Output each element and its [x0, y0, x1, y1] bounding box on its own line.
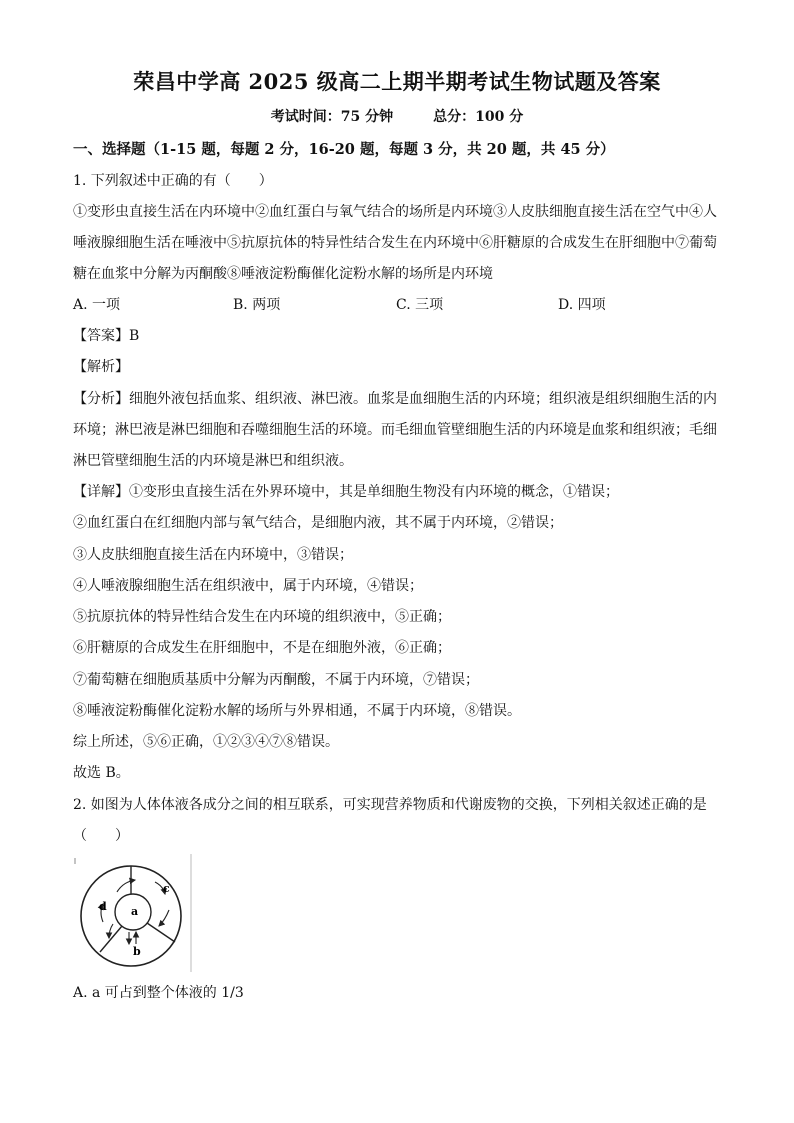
- detail-line: ⑧唾液淀粉酶催化淀粉水解的场所与外界相通，不属于内环境，⑧错误。: [73, 703, 521, 719]
- analysis-text: 淋巴管壁细胞生活的内环境是淋巴和组织液。: [73, 453, 353, 469]
- total-score: 总分：100 分: [433, 109, 524, 125]
- detail-line: ③人皮肤细胞直接生活在内环境中，③错误；: [73, 547, 353, 563]
- detail-line: 【详解】①变形虫直接生活在外界环境中，其是单细胞生物没有内环境的概念，①错误；: [73, 484, 619, 500]
- summary-line: 综上所述，⑤⑥正确，①②③④⑦⑧错误。: [73, 734, 339, 750]
- divider-line: [147, 923, 175, 942]
- q1-statements-line: 糖在血浆中分解为丙酮酸⑧唾液淀粉酶催化淀粉水解的场所是内环境: [73, 266, 493, 282]
- exam-info: [0, 106, 794, 126]
- choice-d: D. 四项: [558, 297, 606, 313]
- analysis-text: 环境；淋巴液是淋巴细胞和吞噬细胞生活的环境。而毛细血管壁细胞生活的内环境是血浆和组织液；毛细: [73, 422, 717, 438]
- body-fluid-diagram: [73, 852, 198, 974]
- exam-time: 考试时间：75 分钟: [270, 109, 394, 125]
- choice-a: A. 一项: [73, 297, 121, 313]
- analysis-label: 【解析】: [73, 359, 129, 375]
- q1-statements-line: ①变形虫直接生活在内环境中②血红蛋白与氧气结合的场所是内环境③人皮肤细胞直接生活在空气中④人: [73, 204, 717, 220]
- label-d: d: [99, 900, 107, 913]
- q1-statements-line: 唾液腺细胞生活在唾液中⑤抗原抗体的特异性结合发生在内环境中⑥肝糖原的合成发生在肝细胞中⑦葡萄: [73, 235, 717, 251]
- detail-line: ⑦葡萄糖在细胞质基质中分解为丙酮酸，不属于内环境，⑦错误；: [73, 672, 479, 688]
- label-c: c: [163, 882, 170, 895]
- answer-label: 【答案】B: [73, 328, 140, 344]
- q1-choices: [73, 295, 723, 315]
- detail-line: ⑤抗原抗体的特异性结合发生在内环境的组织液中，⑤正确；: [73, 609, 451, 625]
- analysis-text: 【分析】细胞外液包括血浆、组织液、淋巴液。血浆是血细胞生活的内环境；组织液是组织细胞生活的内: [73, 391, 717, 407]
- q1-stem: 1. 下列叙述中正确的有（ ）: [73, 173, 273, 189]
- q2-stem: （ ）: [73, 828, 129, 844]
- page-title: 荣昌中学高 2025 级高二上期半期考试生物试题及答案: [133, 69, 661, 94]
- conclusion-line: 故选 B。: [73, 765, 130, 781]
- label-b: b: [133, 945, 141, 958]
- choice-b: B. 两项: [233, 297, 281, 313]
- q2-stem: 2. 如图为人体体液各成分之间的相互联系，可实现营养物质和代谢废物的交换，下列相关叙述正确的是: [73, 797, 707, 813]
- detail-line: ⑥肝糖原的合成发生在肝细胞中，不是在细胞外液，⑥正确；: [73, 640, 451, 656]
- arrow-icon: [159, 910, 169, 926]
- detail-line: ②血红蛋白在红细胞内部与氧气结合，是细胞内液，其不属于内环境，②错误；: [73, 515, 563, 531]
- section-heading: 一、选择题（1-15 题，每题 2 分，16-20 题，每题 3 分，共 20 题，共 45 分）: [73, 141, 615, 158]
- label-a: a: [131, 905, 139, 918]
- divider-line: [100, 926, 122, 952]
- arrow-icon: [109, 924, 113, 938]
- arrow-icon: [117, 880, 135, 892]
- q2-choice-a: A. a 可占到整个体液的 1/3: [73, 985, 244, 1001]
- detail-line: ④人唾液腺细胞生活在组织液中，属于内环境，④错误；: [73, 578, 423, 594]
- choice-c: C. 三项: [396, 297, 444, 313]
